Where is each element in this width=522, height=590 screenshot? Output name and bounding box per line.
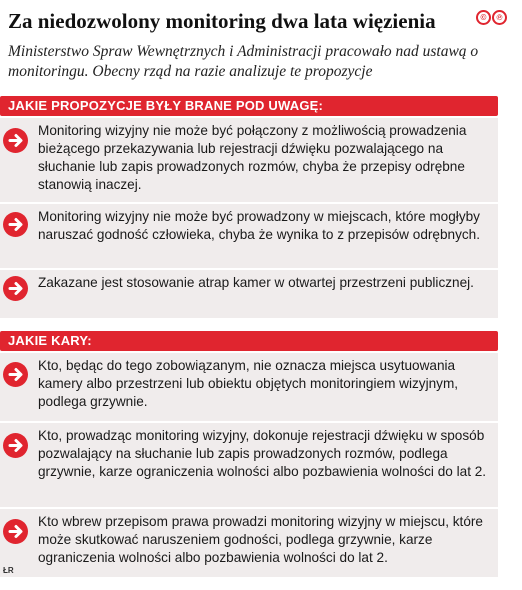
list-item-text: Zakazane jest stosowanie atrap kamer w otwartej przestrzeni publicznej. bbox=[38, 275, 474, 290]
arrow-icon bbox=[3, 276, 28, 301]
list-item-text: Kto, będąc do tego zobowiązanym, nie oznacza miejsca usytuowania kamery albo przestrzeni lub obiektu objętych monitoringiem wizyjnym, podlega grzywnie. bbox=[38, 358, 459, 409]
list-item bbox=[0, 509, 498, 577]
list-item-text: Kto wbrew przepisom prawa prowadzi monitoring wizyjny w miejscu, które może skutkować naruszeniem godności, podlega grzywnie, karze ograniczenia wolności albo pozbawienia wolności do lat 2. bbox=[38, 514, 483, 565]
arrow-icon bbox=[3, 433, 28, 458]
arrow-icon bbox=[3, 519, 28, 544]
lead-text: Ministerstwo Spraw Wewnętrznych i Administracji pracowało nad ustawą o monitoringu. Obecny rząd na razie analizuje te propozycje bbox=[8, 43, 479, 80]
author-credit: ŁR bbox=[3, 566, 14, 575]
list-item bbox=[0, 204, 498, 268]
list-item-text: Monitoring wizyjny nie może być prowadzony w miejscach, które mogłyby naruszać godność człowieka, chyba że wynika to z przepisów odrębnych. bbox=[38, 209, 481, 242]
section-header-penalties: JAKIE KARY: bbox=[0, 331, 498, 351]
list-item bbox=[0, 423, 498, 507]
arrow-icon bbox=[3, 128, 28, 153]
logo-left-icon: © bbox=[476, 10, 491, 25]
logo-right-icon: ℗ bbox=[492, 10, 507, 25]
list-item-text: Monitoring wizyjny nie może być połączony z możliwością prowadzenia bieżącego przekazywania lub rejestracji dźwięku pozwalającego na słuchanie lub zapis prowadzonych rozmów, chyba że przepisy odrębne stanowią inaczej. bbox=[38, 123, 467, 192]
list-item bbox=[0, 118, 498, 202]
list-item bbox=[0, 270, 498, 318]
list-item-text: Kto, prowadząc monitoring wizyjny, dokonuje rejestracji dźwięku w sposób pozwalający na słuchanie lub zapis prowadzonych rozmów, podlega grzywnie, karze ograniczenia wolności albo pozbawienia wolności do lat 2. bbox=[38, 428, 487, 479]
publisher-logo bbox=[476, 10, 507, 25]
arrow-icon bbox=[3, 362, 28, 387]
article-title: Za niedozwolony monitoring dwa lata więzienia bbox=[8, 9, 436, 33]
list-item bbox=[0, 353, 498, 421]
section-header-proposals: JAKIE PROPOZYCJE BYŁY BRANE POD UWAGĘ: bbox=[0, 96, 498, 116]
arrow-icon bbox=[3, 212, 28, 237]
